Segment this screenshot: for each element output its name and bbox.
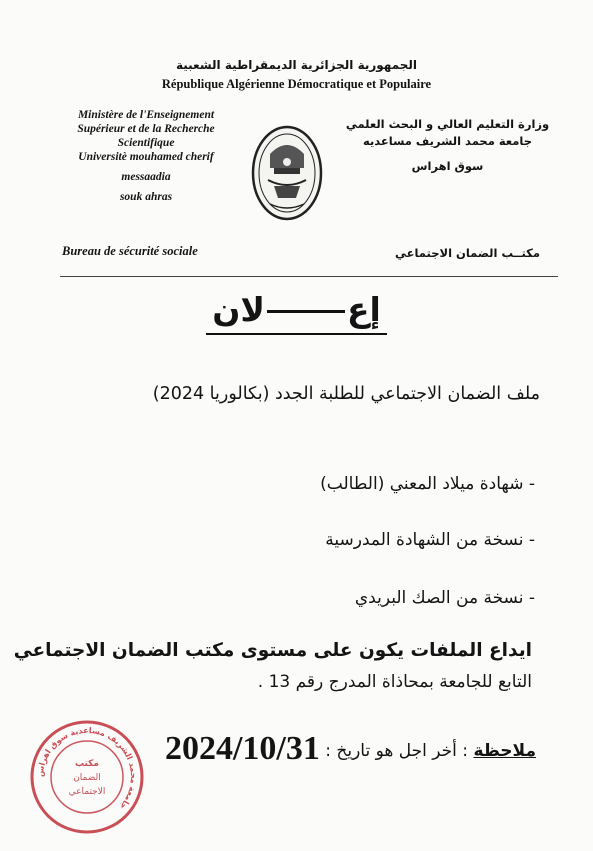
- announcement-title-end: لان: [212, 290, 265, 329]
- document-item: - نسخة من الشهادة المدرسية: [325, 530, 535, 550]
- document-item: - نسخة من الصك البريدي: [354, 588, 535, 608]
- note-label: ملاحظة: [473, 741, 536, 761]
- stamp-ring-text: جامعة محمد الشريف مساعدية سوق اهراس: [35, 725, 139, 812]
- ministry-line-fr: Universitè mouhamed cherif: [78, 151, 214, 163]
- city-line-ar: سوق اهراس: [411, 159, 484, 173]
- header-divider: [60, 276, 558, 277]
- stamp-center-line: الاجتماعي: [68, 787, 106, 797]
- stamp-center-line: الضمان: [73, 773, 101, 783]
- republic-title-fr: République Algérienne Démocratique et Populaire: [161, 77, 432, 91]
- bureau-label-ar: مكتــب الضمان الاجتماعي: [395, 246, 540, 260]
- ministry-line-fr: Ministère de l'Enseignement: [77, 109, 215, 121]
- bureau-label-fr: Bureau de sécurité sociale: [62, 244, 198, 258]
- title-stretch: [267, 310, 345, 313]
- university-name-ar: جامعة محمد الشريف مساعديه: [362, 134, 533, 148]
- ministry-line-fr: Scientifique: [117, 137, 175, 149]
- subject-line: ملف الضمان الاجتماعي للطلبة الجدد (بكالوريا 2024): [152, 384, 540, 404]
- university-logo: [250, 124, 324, 222]
- note-text: : أخر اجل هو تاريخ :: [319, 741, 474, 761]
- official-stamp: [27, 718, 147, 836]
- republic-title-ar: الجمهورية الجزائرية الديمقراطية الشعبية: [175, 58, 418, 72]
- ministry-line-fr: Supérieur et de la Recherche: [77, 123, 215, 135]
- city-line-fr: souk ahras: [119, 191, 173, 203]
- deadline-date: 2024/10/31: [164, 730, 320, 767]
- stamp-center-line: مكتب: [74, 759, 100, 769]
- ministry-line-ar: وزارة التعليم العالي و البحث العلمي: [345, 117, 550, 131]
- city-line-fr: messaadia: [121, 171, 171, 183]
- ministry-block-fr: [60, 108, 232, 204]
- ministry-block-ar: [340, 116, 555, 175]
- announcement-title: [0, 290, 593, 329]
- deposit-line-2: التابع للجامعة بمحاذاة المدرج رقم 13 .: [257, 672, 532, 692]
- deposit-line-1: ايداع الملفات يكون على مستوى مكتب الضمان الاجتماعي: [13, 640, 532, 661]
- announcement-title-start: إع: [346, 290, 381, 329]
- document-item: - شهادة ميلاد المعني (الطالب): [320, 474, 535, 494]
